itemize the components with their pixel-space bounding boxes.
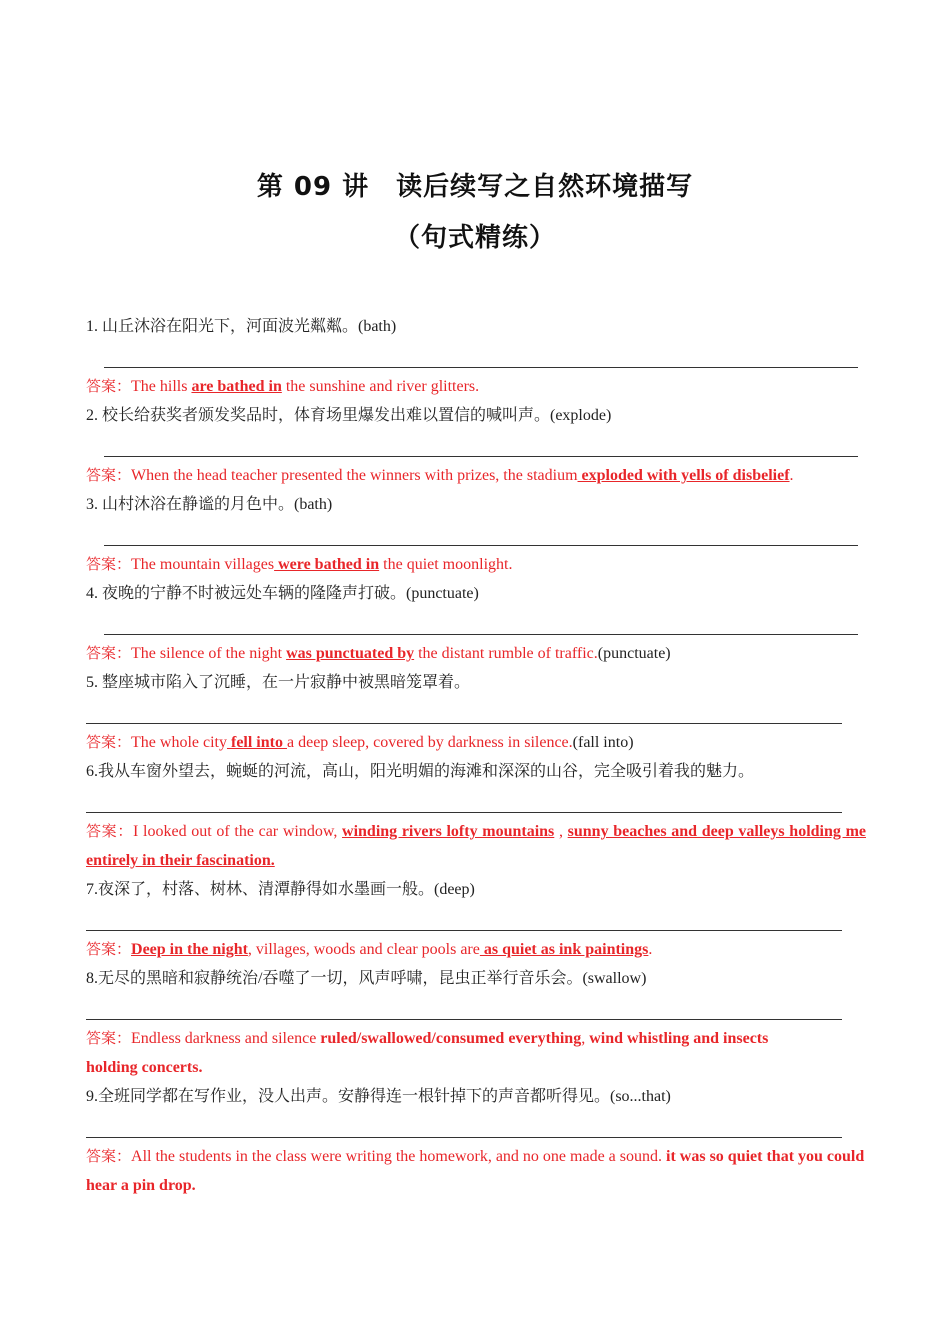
blank-line [86,930,842,931]
page-subtitle: （句式精练） [393,223,556,253]
answer-blank-7 [86,905,866,935]
answer-text: the sunshine and river glitters. [281,378,480,395]
question-1: 1. 山丘沐浴在阳光下，河面波光粼粼。(bath) [86,318,397,335]
answer-text: The hills [131,378,192,395]
question-2: 2. 校长给获奖者颁发奖品时，体育场里爆发出难以置信的喊叫声。(explode) [86,407,612,424]
answer-text: The whole city [131,734,227,751]
answer-blank-3 [86,520,866,550]
answer-key-phrase: sunny beaches and deep valleys holding me entirely in their fascination. [86,823,866,869]
answer-label: 答案： [86,1029,132,1047]
answer-keyword-note: (punctuate) [597,645,671,662]
answer-bold-phrase: ruled/swallowed/consumed everything [320,1030,582,1047]
question-9: 9.全班同学都在写作业，没人出声。安静得连一根针掉下的声音都听得见。(so...that) [86,1088,671,1105]
answer-bold-phrase: wind whistling and insects holding concerts. [86,1030,769,1076]
answer-7 [86,935,866,964]
blank-line [86,1137,842,1138]
answer-label: 答案： [86,822,134,840]
answer-1 [86,372,866,401]
answer-key-phrase: as quiet as ink paintings [479,941,649,958]
answer-2 [86,461,866,490]
blank-line [104,634,858,635]
blank-line [86,812,842,813]
answer-label: 答案： [86,466,132,484]
answer-label: 答案： [86,377,132,395]
answer-9 [86,1142,866,1200]
answer-key-phrase: were bathed in [274,556,380,573]
answer-key-phrase: was punctuated by [286,645,415,662]
answer-text: . [789,467,794,484]
answer-text: , [581,1030,590,1047]
answer-text: The silence of the night [131,645,287,662]
question-7: 7.夜深了，村落、树林、清潭静得如水墨画一般。(deep) [86,881,475,898]
question-5: 5. 整座城市陷入了沉睡，在一片寂静中被黑暗笼罩着。 [86,674,471,691]
answer-blank-6 [86,787,866,817]
answer-label: 答案： [86,1147,132,1165]
answer-text: , [554,823,568,840]
answer-4 [86,639,866,668]
blank-line [86,723,842,724]
answer-key-phrase: exploded with yells of disbelief [577,467,790,484]
answer-5 [86,728,866,757]
answer-blank-9 [86,1112,866,1142]
answer-label: 答案： [86,733,132,751]
answer-key-phrase: are bathed in [191,378,282,395]
answer-text: . [648,941,653,958]
blank-line [104,545,858,546]
question-4: 4. 夜晚的宁静不时被远处车辆的隆隆声打破。(punctuate) [86,585,479,602]
answer-key-phrase: fell into [226,734,287,751]
answer-blank-5 [86,698,866,728]
page-title: 第 09 讲 读后续写之自然环境描写 [256,172,694,202]
answer-label: 答案： [86,940,132,958]
answer-text: All the students in the class were writing the homework, and no one made a sound. [131,1148,667,1165]
answer-key-phrase: Deep in the night [131,941,248,958]
answer-key-phrase: winding rivers lofty mountains [342,823,555,840]
answer-text: Endless darkness and silence [131,1030,321,1047]
exercise-list [86,312,866,1200]
answer-blank-1 [86,342,866,372]
question-8: 8.无尽的黑暗和寂静统治/吞噬了一切，风声呼啸，昆虫正举行音乐会。(swallow) [86,970,647,987]
answer-3 [86,550,866,579]
answer-bold-phrase: it was so quiet that you could hear a pin drop. [86,1148,865,1194]
answer-label: 答案： [86,555,132,573]
blank-line [86,1019,842,1020]
answer-label: 答案： [86,644,132,662]
answer-text: the distant rumble of traffic. [414,645,598,662]
answer-blank-8 [86,994,866,1024]
question-6: 6.我从车窗外望去，蜿蜒的河流，高山，阳光明媚的海滩和深深的山谷，完全吸引着我的魅力。 [86,763,755,780]
answer-blank-4 [86,609,866,639]
answer-text: , villages, woods and clear pools are [247,941,480,958]
answer-blank-2 [86,431,866,461]
answer-keyword-note: (fall into) [572,734,634,751]
blank-line [104,367,858,368]
answer-text: I looked out of the car window, [133,823,343,840]
blank-line [104,456,858,457]
answer-8 [86,1024,816,1082]
answer-text: a deep sleep, covered by darkness in silence. [286,734,573,751]
answer-text: The mountain villages [131,556,275,573]
answer-text: When the head teacher presented the winners with prizes, the stadium [131,467,578,484]
answer-6 [86,817,866,875]
question-3: 3. 山村沐浴在静谧的月色中。(bath) [86,496,333,513]
answer-text: the quiet moonlight. [379,556,513,573]
